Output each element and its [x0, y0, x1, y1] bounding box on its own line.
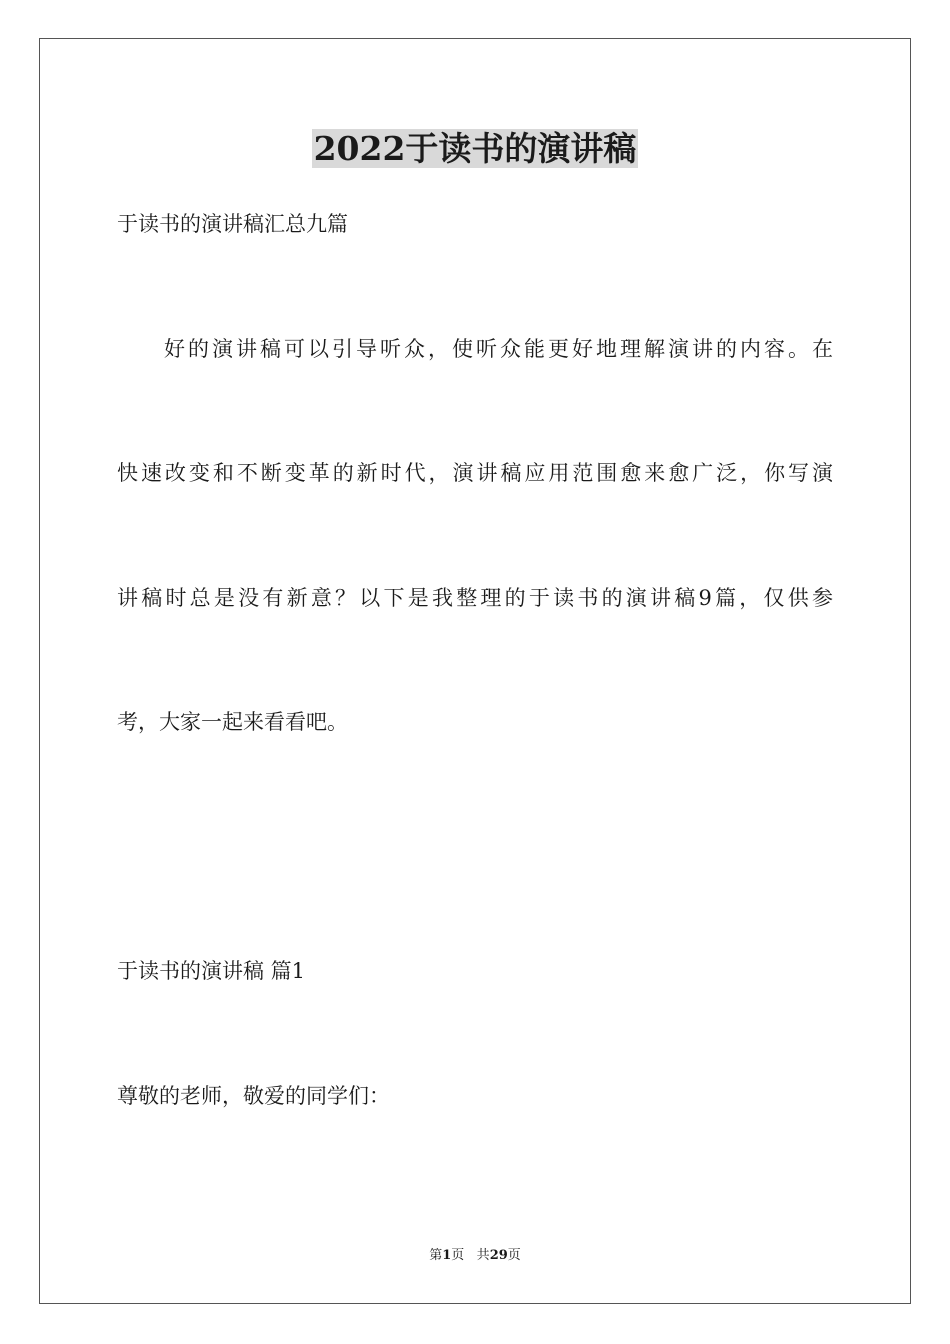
page-footer [0, 1247, 950, 1265]
document-title [0, 124, 950, 174]
intro-line-1: 好的演讲稿可以引导听众，使听众能更好地理解演讲的内容。在 [164, 337, 833, 361]
title-highlight: 2022于读书的演讲稿 [313, 129, 637, 168]
footer-total-pages: 29 [489, 1248, 508, 1263]
footer-total-suffix: 页 [507, 1248, 521, 1263]
section-heading: 于读书的演讲稿 篇1 [117, 959, 306, 983]
intro-line-3: 讲稿时总是没有新意？以下是我整理的于读书的演讲稿9篇，仅供参 [117, 586, 833, 610]
intro-line-2: 快速改变和不断变革的新时代，演讲稿应用范围愈来愈广泛，你写演 [117, 461, 833, 485]
intro-line-4: 考，大家一起来看看吧。 [117, 710, 348, 734]
footer-total-prefix: 共 [476, 1248, 490, 1263]
footer-page-prefix: 第 [429, 1248, 443, 1263]
footer-page-number: 1 [442, 1248, 452, 1263]
document-subtitle: 于读书的演讲稿汇总九篇 [117, 212, 348, 236]
footer-page-suffix: 页 [451, 1248, 465, 1263]
salutation: 尊敬的老师，敬爱的同学们： [117, 1084, 390, 1108]
